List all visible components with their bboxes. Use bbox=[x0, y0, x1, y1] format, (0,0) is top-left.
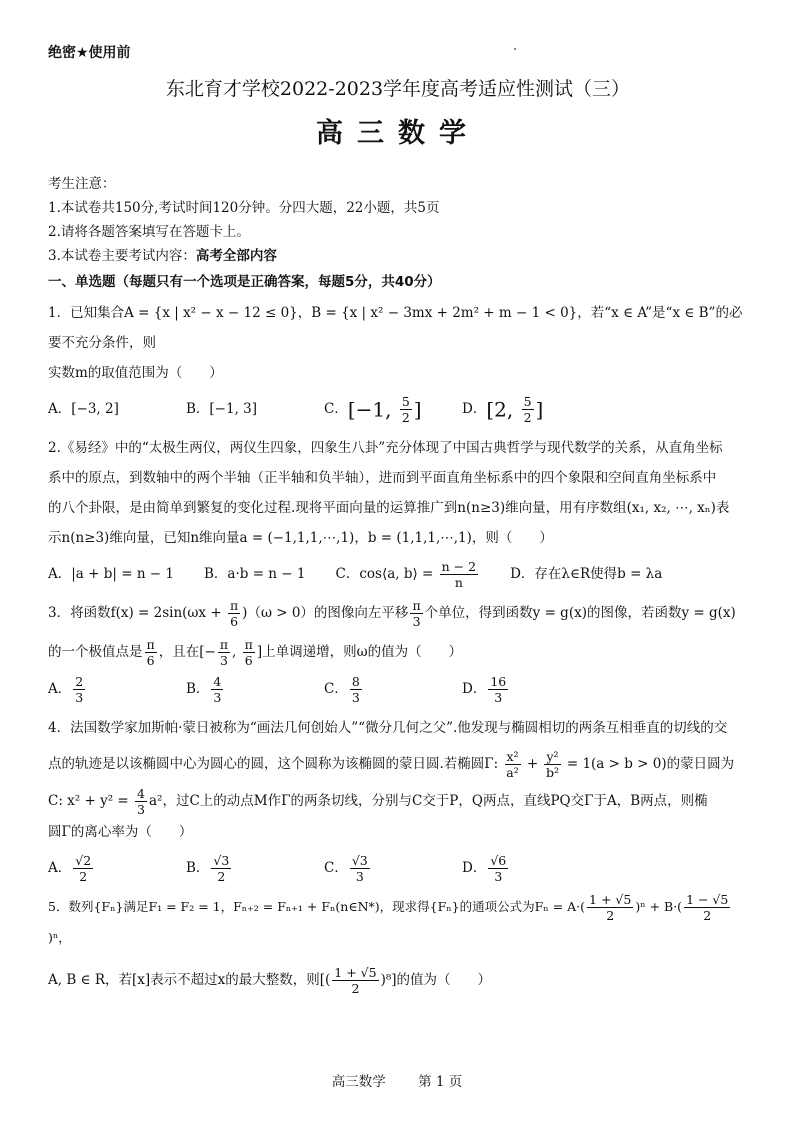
q1-option-d-close: ] bbox=[535, 397, 544, 422]
q4-line-2: 点的轨迹是以该椭圆中心为圆心的圆，这个圆称为该椭圆的蒙日圆.若椭圆Γ: $\frac{\text{x²}}{\text{a²}}$ + $\frac{\text{y²}}{\text{b²}}$ = 1(a > b > 0)的蒙日圆为 bbox=[48, 749, 735, 780]
q1-options bbox=[48, 394, 748, 425]
q1-option-d[interactable] bbox=[462, 394, 600, 425]
q4-option-c[interactable]: C． $\frac{√3}{3}$ bbox=[324, 853, 368, 884]
q1-option-c[interactable] bbox=[324, 394, 462, 425]
q3-frac-2: $\frac{\pi}{3}$ bbox=[412, 598, 421, 629]
q4-circle-frac: $\frac{4}{3}$ bbox=[137, 786, 145, 817]
notice-item-3-bold: 高考全部内容 bbox=[195, 248, 277, 264]
q4-option-d[interactable]: D． $\frac{√6}{3}$ bbox=[462, 853, 507, 884]
q1-option-d-frac: $\frac{5}{2}$ bbox=[523, 394, 532, 425]
q3-frac-5: $\frac{\pi}{6}$ bbox=[244, 637, 253, 668]
question-4 bbox=[48, 713, 748, 847]
question-1 bbox=[48, 298, 748, 388]
q3-text-f: , bbox=[232, 644, 241, 660]
q3-text-g: ]上单调递增，则ω的值为（ ） bbox=[256, 644, 463, 660]
q4-ellipse-y-frac: $\frac{\text{y²}}{\text{b²}}$ bbox=[546, 749, 560, 780]
q1-option-c-pre: [−1, bbox=[347, 397, 398, 422]
q3-frac-3: $\frac{\pi}{6}$ bbox=[146, 637, 155, 668]
q2-line-1: 2.《易经》中的“太极生两仪，两仪生四象，四象生八卦”充分体现了中国古典哲学与现代数学的关系，从直角坐标 bbox=[48, 440, 723, 456]
question-3 bbox=[48, 598, 748, 668]
q3-text-b: )（ω > 0）的图像向左平移 bbox=[242, 605, 409, 621]
q3-text-e: ，且在[− bbox=[158, 644, 216, 660]
q2-line-2: 系中的原点，到数轴中的两个半轴（正半轴和负半轴），进而到平面直角坐标系中的四个象限和空间直角坐标系中 bbox=[48, 470, 717, 486]
notice-item-3-prefix: 3.本试卷主要考试内容： bbox=[48, 248, 196, 264]
q3-option-a[interactable]: A． $\frac{2}{3}$ bbox=[48, 674, 84, 705]
q4-option-a[interactable]: A． $\frac{√2}{2}$ bbox=[48, 853, 92, 884]
q1-option-d-pre: [2, bbox=[486, 397, 520, 422]
question-5 bbox=[48, 892, 748, 996]
q2-line-3: 的八个卦限，是由简单到繁复的变化过程.现将平面向量的运算推广到n(n≥3)维向量，用有序数组(x₁, x₂, ⋯, xₙ)表 bbox=[48, 500, 730, 516]
footer-subject: 高三数学 bbox=[331, 1074, 386, 1090]
footer-page-number: 第 1 页 bbox=[418, 1074, 463, 1090]
q3-line-1 bbox=[48, 598, 748, 629]
notice-item-3 bbox=[48, 244, 748, 268]
q1-option-b[interactable]: B．[−1, 3] bbox=[186, 401, 258, 417]
q1-set-a: A = {x | x² − x − 12 ≤ 0} bbox=[124, 305, 298, 321]
page-footer bbox=[0, 1070, 794, 1090]
q2-options bbox=[48, 559, 748, 590]
q4-line-3: C: x² + y² = $\frac{4}{3}$ a²，过C上的动点M作Γ的两条切线，分别与C交于P，Q两点，直线PQ交Γ于A，B两点，则椭 bbox=[48, 786, 708, 817]
notice bbox=[48, 172, 748, 268]
q2-option-c-frac: $\frac{n - 2}{n}$ bbox=[441, 559, 477, 590]
q2-option-b[interactable]: B．a·b = n − 1 bbox=[204, 566, 306, 582]
q1-set-b: B = {x | x² − 3mx + 2m² + m − 1 < 0} bbox=[311, 305, 578, 321]
q3-text-a: 3．将函数f(x) = 2sin(ωx + bbox=[48, 605, 226, 621]
q2-option-a[interactable]: A．|a + b| = n − 1 bbox=[48, 566, 175, 582]
q2-option-c-label: C．cos⟨a, b⟩ = bbox=[335, 566, 438, 582]
question-2 bbox=[48, 433, 748, 553]
q4-line-1: 4．法国数学家加斯帕·蒙日被称为“画法几何创始人”“微分几何之父”.他发现与椭圆相切的两条互相垂直的切线的交 bbox=[48, 720, 728, 736]
q3-text-c: 个单位，得到函数y = g(x)的图像，若函数y = g(x) bbox=[424, 605, 736, 621]
q2-option-d[interactable]: D．存在λ∈R使得b = λa bbox=[510, 566, 663, 582]
q4-option-b[interactable]: B． $\frac{√3}{2}$ bbox=[186, 853, 230, 884]
q4-ellipse-x-frac: $\frac{\text{x²}}{\text{a²}}$ bbox=[506, 749, 519, 780]
q5-frac-1: $\frac{1 + √5}{2}$ bbox=[589, 892, 632, 923]
q4-options bbox=[48, 853, 748, 884]
q1-option-c-frac: $\frac{5}{2}$ bbox=[401, 394, 410, 425]
q5-line-1: 5．数列{Fₙ}满足F₁ = F₂ = 1，Fₙ₊₂ = Fₙ₊₁ + Fₙ(n∈N*)，现求得{Fₙ}的通项公式为Fₙ = A·( $\frac{1 + √5}{2}$ )ⁿ + B·( $\frac{1 - √5}{2}$ )ⁿ， bbox=[48, 892, 729, 945]
q5-line-2: A, B ∈ R，若[x]表示不超过x的最大整数，则[( $\frac{1 + √5}{2}$ )⁸]的值为（ ） bbox=[48, 965, 492, 996]
q3-option-d[interactable]: D． $\frac{16}{3}$ bbox=[462, 674, 507, 705]
exam-page bbox=[48, 42, 748, 996]
q3-option-b[interactable]: B． $\frac{4}{3}$ bbox=[186, 674, 222, 705]
q1-text-a: 1．已知集合 bbox=[48, 305, 125, 321]
q1-text-b: ，若“x ∈ A”是“x ∈ B”的必要不充分条件，则 bbox=[48, 305, 743, 351]
q2-option-c[interactable] bbox=[336, 559, 481, 590]
notice-item-1: 1.本试卷共150分,考试时间120分钟。分四大题，22小题，共5页 bbox=[48, 200, 440, 216]
notice-item-2: 2.请将各题答案填写在答题卡上。 bbox=[48, 224, 250, 240]
q1-option-a[interactable]: A．[−3, 2] bbox=[48, 401, 119, 417]
q3-frac-4: $\frac{\pi}{3}$ bbox=[219, 637, 229, 668]
q1-option-c-close: ] bbox=[413, 397, 422, 422]
q4-line-4: 圆Γ的离心率为（ ） bbox=[48, 824, 193, 840]
q3-line-2 bbox=[48, 637, 748, 668]
q2-line-4: 示n(n≥3)维向量，已知n维向量a = (−1,1,1,⋯,1)，b = (1,1,1,⋯,1)，则（ ） bbox=[48, 530, 553, 546]
q1-option-d-label: D． bbox=[462, 401, 487, 417]
section-1-heading: 一、单选题（每题只有一个选项是正确答案，每题5分，共40分） bbox=[48, 274, 441, 290]
q3-option-c[interactable]: C． $\frac{8}{3}$ bbox=[324, 674, 360, 705]
q3-options bbox=[48, 674, 748, 705]
q5-frac-3: $\frac{1 + √5}{2}$ bbox=[334, 965, 377, 996]
q1-text-c: 实数m的取值范围为（ ） bbox=[48, 365, 223, 381]
q1-sep: ， bbox=[297, 305, 312, 321]
school-title: 东北育才学校2022-2023学年度高考适应性测试（三） bbox=[165, 78, 631, 100]
notice-heading: 考生注意： bbox=[48, 176, 116, 192]
q5-frac-2: $\frac{1 - √5}{2}$ bbox=[686, 892, 729, 923]
secret-label: 绝密★使用前 bbox=[48, 45, 131, 61]
q1-option-c-label: C． bbox=[324, 401, 348, 417]
q3-text-d: 的一个极值点是 bbox=[48, 644, 143, 660]
subject-title: 高三数学 bbox=[316, 118, 480, 149]
q3-frac-1: $\frac{\pi}{6}$ bbox=[229, 598, 239, 629]
